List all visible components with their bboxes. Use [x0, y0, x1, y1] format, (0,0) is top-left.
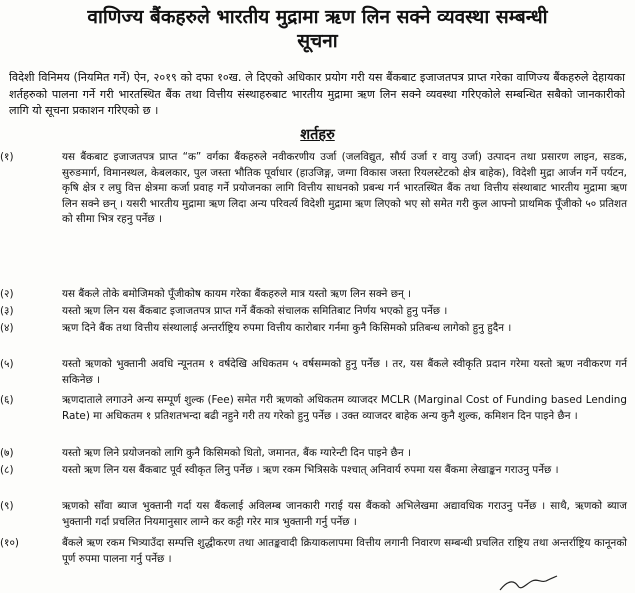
condition-text: यस्तो ऋण लिने प्रयोजनको लागि कुनै किसिमको धितो, जमानत, बैंक ग्यारेन्टी दिन पाइने छैन ।: [62, 447, 411, 459]
condition-item: [0, 499, 627, 530]
condition-number: (२): [0, 288, 14, 300]
condition-item: [0, 287, 627, 303]
signature-scribble: [498, 574, 558, 593]
condition-text: यस्तो ऋणको भुक्तानी अवधि न्यूनतम १ वर्षदेखि अधिकतम ५ वर्षसम्मको हुनु पर्नेछ । तर, यस बैंकले स्वीकृति प्रदान गरेमा यस्तो ऋण नवीकरण गर्न सकिनेछ ।: [62, 358, 627, 386]
condition-text: यस्तो ऋण लिन यस बैंकबाट इजाजतपत्र प्राप्त गर्ने बैंकको संचालक समितिबाट निर्णय भएको हुनु पर्नेछ ।: [62, 305, 448, 317]
condition-number: (७): [0, 447, 14, 459]
condition-number: (९): [0, 500, 14, 512]
condition-text: यस बैंकबाट इजाजतपत्र प्राप्त “क” वर्गका बैंकहरुले नवीकरणीय उर्जा (जलविद्युत, सौर्य उर्जा र वायु उर्जा) उत्पादन तथा प्रसारण लाइन, सडक, सुरुङमार्ग, विमानस्थल, केबलकार, पुल जस्ता भौतिक पूर्वाधार (हाउजिङ्ग, जग्गा विकास जस्ता रियलस्टेटको क्षेत्र बाहेक), विदेशी मुद्रा आर्जन गर्ने पर्यटन, कृषि क्षेत्र र लघु वित्त क्षेत्रमा कर्जा प्रवाह गर्ने प्रयोजनका लागि वित्तीय साधनको प्रबन्ध गर्न भारतस्थित बैंक तथा वित्तीय संस्थाबाट भारतीय मुद्रामा ऋण लिन सक्ने छन् । यसरी भारतीय मुद्रामा ऋण लिदा अन्य परिवर्त्य विदेशी मुद्रामा ऋण लिएको भए सो समेत गरी कुल आफ्नो प्राथमिक पूँजीको ५० प्रतिशत को सीमा भित्र रहनु पर्नेछ ।: [62, 151, 627, 226]
condition-item: [0, 446, 627, 462]
condition-item: [0, 393, 627, 424]
condition-number: (१): [0, 151, 14, 163]
condition-text: यस बैंकले तोके बमोजिमको पूँजीकोष कायम गरेका बैंकहरुले मात्र यस्तो ऋण लिन सक्ने छन् ।: [62, 288, 411, 300]
condition-text: ऋण दिने बैंक तथा वित्तीय संस्थालाई अन्तर्राष्ट्रिय रुपमा वित्तीय कारोबार गर्नमा कुनै किसिमको प्रतिबन्ध लागेको हुनु हुदैन ।: [62, 322, 512, 334]
document-title: वाणिज्य बैंकहरुले भारतीय मुद्रामा ऋण लिन सक्ने व्यवस्था सम्बन्धी: [87, 6, 548, 28]
condition-text: बैंकले ऋण रकम भित्र्याउँदा सम्पत्ति शुद्धीकरण तथा आतङ्कवादी क्रियाकलापमा वित्तीय लगानी निवारण सम्बन्धी प्रचलित राष्ट्रिय तथा अन्तर्राष्ट्रिय कानूनको पूर्ण रुपमा पालना गर्नु पर्नेछ ।: [62, 537, 627, 565]
condition-number: (५): [0, 358, 14, 370]
condition-number: (८): [0, 464, 14, 476]
condition-number: (४): [0, 322, 14, 334]
condition-text: ऋणदाताले लगाउने अन्य सम्पूर्ण शुल्क (Fee) समेत गरी ऋणको अधिकतम व्याजदर MCLR (Marginal Cost of Funding based Lending Rate) मा अधिकतम १ प्रतिशतभन्दा बढी नहुने गरी तय गरेको हुनु पर्नेछ । उक्त व्याजदर बाहेक अन्य कुनै शुल्क, कमिशन दिन पाइने छैन ।: [62, 394, 627, 422]
condition-item: [0, 357, 627, 388]
condition-item: [0, 321, 627, 337]
condition-item: [0, 304, 627, 320]
condition-text: यस्तो ऋण लिन यस बैंकबाट पूर्व स्वीकृत लिनु पर्नेछ । ऋण रकम भित्रिसके पश्चात् अनिवार्य रुपमा यस बैंकमा लेखाङ्कन गराउनु पर्नेछ ।: [62, 464, 559, 476]
condition-item: [0, 463, 627, 479]
condition-number: (३): [0, 305, 14, 317]
condition-number: (६): [0, 394, 14, 406]
condition-number: (१०): [0, 537, 19, 549]
condition-item: [0, 536, 627, 567]
condition-text: ऋणको साँवा ब्याज भुक्तानी गर्दा यस बैंकलाई अविलम्ब जानकारी गराई यस बैंकको अभिलेखमा अद्यावधिक गराउनु पर्नेछ । साथै, ऋणको ब्याज भुक्तानी गर्दा प्रचलित नियमानुसार लाग्ने कर कट्टी गरेर मात्र भुक्तानी गर्नु पर्नेछ ।: [62, 500, 627, 528]
intro-paragraph: विदेशी विनिमय (नियमित गर्ने) ऐन, २०१९ को दफा १०ख. ले दिएको अधिकार प्रयोग गरी यस बैंकबाट इजाजतपत्र प्राप्त गरेका वाणिज्य बैंकहरुले देहायका शर्तहरुको पालना गर्ने गरी भारतस्थित बैंक तथा वित्तीय संस्थाहरुबाट भारतीय मुद्रामा ऋण लिन सक्ने व्यवस्था गरिएकोले सम्बन्धित सबैको जानकारीको लागि यो सूचना प्रकाशन गरिएको छ ।: [9, 71, 625, 117]
document-subtitle: सूचना: [297, 30, 338, 52]
conditions-heading: शर्तहरु: [300, 127, 335, 143]
condition-item: [0, 150, 627, 228]
